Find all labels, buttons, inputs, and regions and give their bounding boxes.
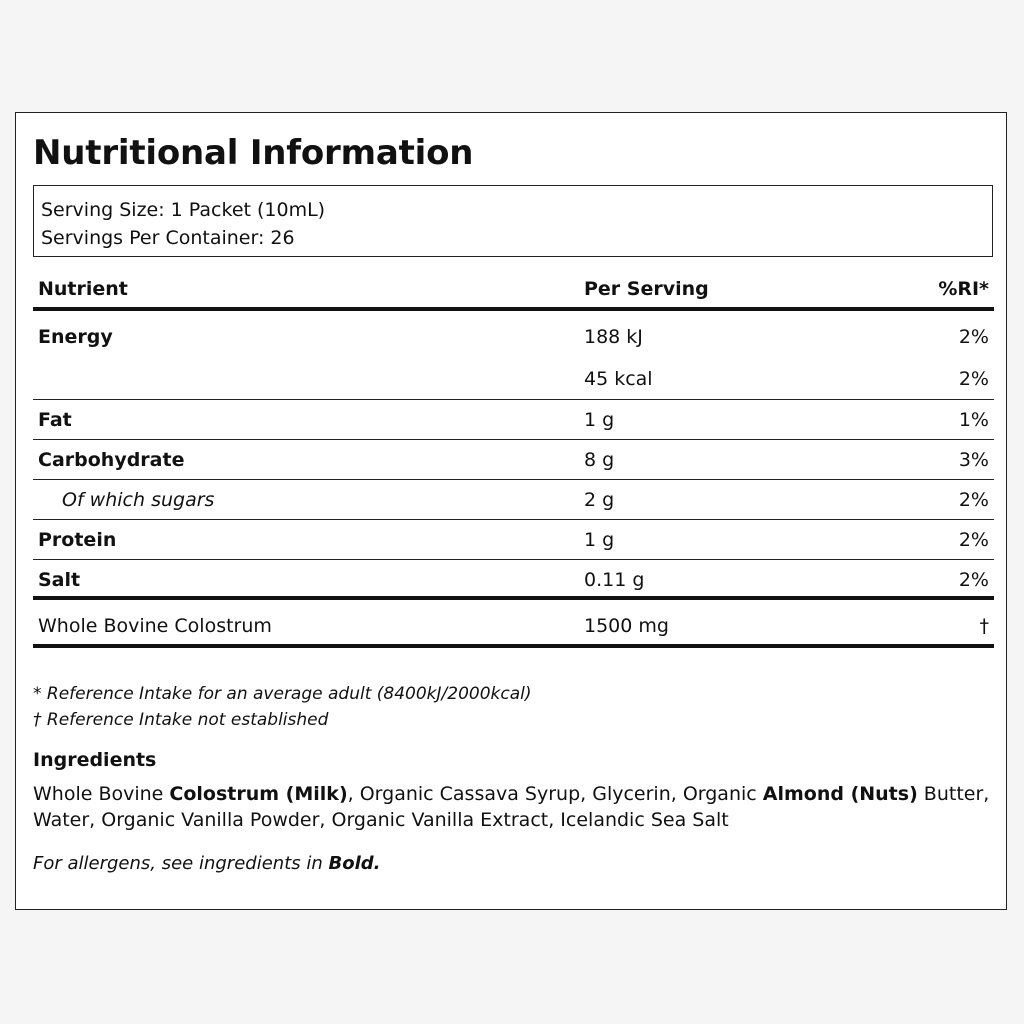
ingredients-list	[33, 781, 993, 833]
serving-info-box	[33, 185, 993, 257]
table-row-salt	[33, 560, 994, 600]
page-title: Nutritional Information	[33, 133, 474, 173]
table-row-colostrum	[33, 600, 994, 648]
table-row-energy-kcal	[33, 359, 994, 400]
table-row-protein	[33, 520, 994, 560]
ingredient-text: Whole Bovine	[33, 783, 170, 805]
per-serving-value: 1 g	[584, 529, 615, 551]
nutrition-panel	[15, 112, 1007, 910]
ingredient-text: , Organic Cassava Syrup, Glycerin, Organic	[347, 783, 763, 805]
header-nutrient: Nutrient	[38, 278, 128, 300]
per-serving-value: 1500 mg	[584, 615, 669, 637]
nutrition-table	[33, 269, 994, 648]
table-row-fat	[33, 400, 994, 440]
servings-per-container: Servings Per Container: 26	[41, 227, 295, 249]
header-per-serving: Per Serving	[584, 278, 709, 300]
ri-value: 2%	[958, 569, 989, 591]
per-serving-value: 2 g	[584, 489, 615, 511]
per-serving-value: 0.11 g	[584, 569, 645, 591]
allergen-note	[33, 853, 380, 874]
ri-value: 2%	[958, 529, 989, 551]
nutrient-name: Of which sugars	[62, 489, 215, 511]
ri-value: 2%	[958, 489, 989, 511]
serving-size: Serving Size: 1 Packet (10mL)	[41, 199, 326, 221]
footnotes	[33, 681, 993, 733]
ri-footnote: * Reference Intake for an average adult (8400kJ/2000kcal)	[33, 684, 532, 704]
allergen-almond: Almond (Nuts)	[762, 783, 918, 805]
ingredients-heading: Ingredients	[33, 749, 157, 771]
nutrient-name: Carbohydrate	[38, 449, 185, 471]
per-serving-value: 1 g	[584, 409, 615, 431]
header-ri: %RI*	[938, 278, 989, 300]
allergen-note-text: For allergens, see ingredients in	[33, 853, 329, 874]
ri-value: 3%	[958, 449, 989, 471]
allergen-colostrum: Colostrum (Milk)	[169, 783, 348, 805]
nutrient-name: Protein	[38, 529, 117, 551]
nutrient-name: Fat	[38, 409, 72, 431]
ri-value: 2%	[958, 326, 989, 348]
ri-value: 1%	[958, 409, 989, 431]
table-header-row	[33, 269, 994, 311]
nutrient-name: Whole Bovine Colostrum	[38, 615, 272, 637]
table-row-sugars	[33, 480, 994, 520]
per-serving-value: 188 kJ	[584, 326, 643, 348]
nutrient-name: Salt	[38, 569, 81, 591]
table-row-carbohydrate	[33, 440, 994, 480]
ingredient-text: Butter, Water, Organic Vanilla Powder, Organic Vanilla Extract, Icelandic Sea Salt	[33, 783, 990, 831]
per-serving-value: 8 g	[584, 449, 615, 471]
table-row-energy-kj	[33, 311, 994, 359]
dagger-footnote: † Reference Intake not established	[33, 710, 329, 730]
ri-value: †	[979, 615, 989, 637]
per-serving-value: 45 kcal	[584, 368, 653, 390]
nutrient-name: Energy	[38, 326, 113, 348]
allergen-note-bold: Bold.	[328, 853, 381, 874]
ri-value: 2%	[958, 368, 989, 390]
